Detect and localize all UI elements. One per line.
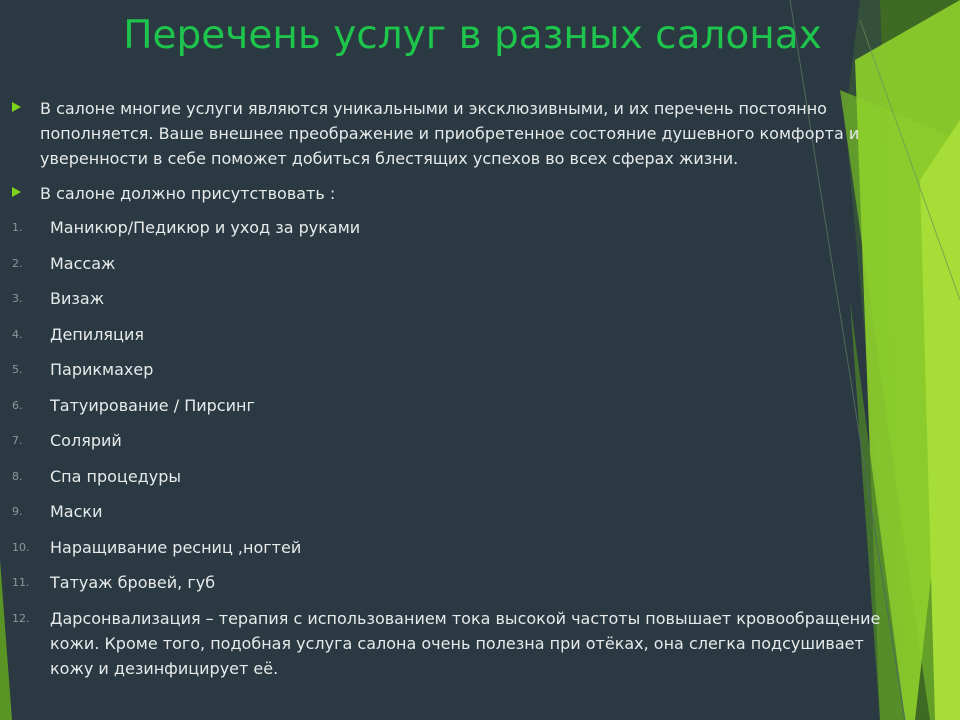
list-item bbox=[12, 570, 882, 595]
list-item-number: 9. bbox=[12, 505, 23, 518]
list-item-number: 12. bbox=[12, 611, 30, 625]
list-item bbox=[12, 322, 882, 347]
triangle-bullet-icon bbox=[12, 102, 21, 112]
slide-title: Перечень услуг в разных салонах bbox=[123, 13, 822, 58]
paragraph-intro bbox=[12, 96, 882, 171]
list-item-number: 7. bbox=[12, 434, 23, 447]
list-item-number: 3. bbox=[12, 292, 23, 305]
list-item-text: Депиляция bbox=[50, 324, 144, 344]
paragraph-list-heading-text: В салоне должно присутствовать : bbox=[40, 184, 336, 203]
list-item-text: Спа процедуры bbox=[50, 466, 181, 486]
paragraph-list-heading bbox=[12, 181, 882, 206]
list-item bbox=[12, 357, 882, 382]
decor-facet-left-edge bbox=[0, 560, 12, 720]
services-list bbox=[12, 215, 882, 681]
slide-content bbox=[12, 96, 882, 691]
paragraph-intro-text: В салоне многие услуги являются уникальными и эксклюзивными, и их перечень постоянно пополняется. Ваше внешнее преображение и приобретенное состояние душевного комфорта и уверенности в себе поможет добиться блестящих успехов во всех сферах жизни. bbox=[40, 99, 860, 168]
list-item-number: 6. bbox=[12, 398, 23, 412]
list-item-text: Маски bbox=[50, 502, 103, 521]
list-item-number: 5. bbox=[12, 363, 23, 376]
list-item-text: Визаж bbox=[50, 289, 105, 308]
list-item-number: 4. bbox=[12, 327, 23, 341]
list-item-text: Дарсонвализация – терапия с использованием тока высокой частоты повышает кровообращение кожи. Кроме того, подобная услуга салона очень полезна при отёках, она слегка подсушивает кожу и дезинфицирует её. bbox=[50, 608, 881, 678]
list-item-number: 1. bbox=[12, 221, 23, 234]
list-item-text: Массаж bbox=[50, 253, 116, 273]
list-item bbox=[12, 464, 882, 489]
list-item-number: 11. bbox=[12, 576, 30, 589]
list-item-number: 10. bbox=[12, 540, 30, 554]
list-item-number: 2. bbox=[12, 256, 23, 270]
list-item-text: Татуирование / Пирсинг bbox=[50, 395, 255, 415]
list-item-text: Татуаж бровей, губ bbox=[50, 573, 216, 592]
list-item bbox=[12, 428, 882, 453]
list-item bbox=[12, 606, 882, 681]
list-item bbox=[12, 251, 882, 276]
triangle-bullet-icon bbox=[12, 187, 21, 197]
list-item-text: Парикмахер bbox=[50, 360, 154, 379]
list-item bbox=[12, 499, 882, 524]
list-item-text: Маникюр/Педикюр и уход за руками bbox=[50, 218, 361, 237]
list-item bbox=[12, 535, 882, 560]
list-item-text: Наращивание ресниц ,ногтей bbox=[50, 537, 302, 557]
list-item bbox=[12, 286, 882, 311]
list-item-number: 8. bbox=[12, 469, 23, 483]
list-item bbox=[12, 215, 882, 240]
list-item bbox=[12, 393, 882, 418]
list-item-text: Солярий bbox=[50, 431, 122, 450]
